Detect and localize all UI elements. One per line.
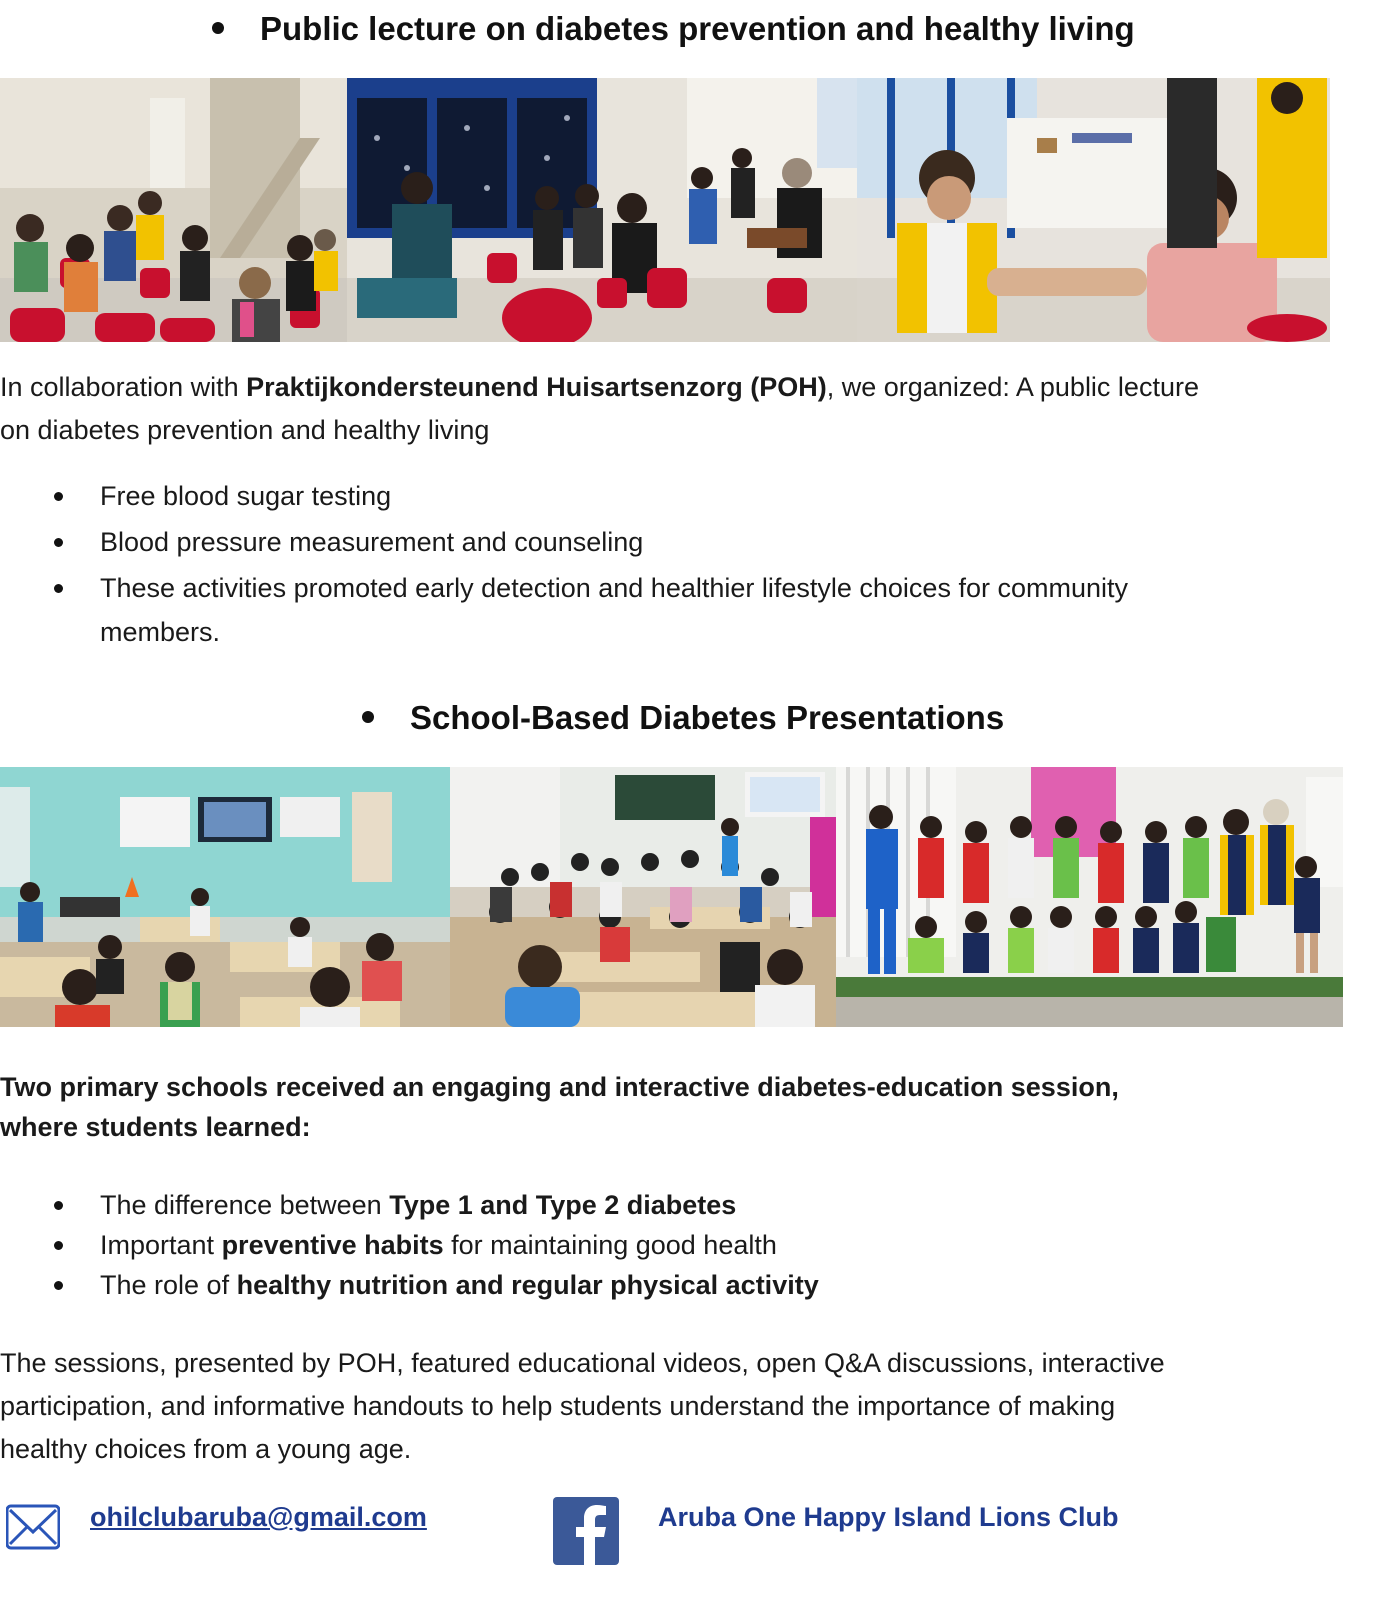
section1-heading: Public lecture on diabetes prevention and healthy living	[212, 9, 1135, 49]
school-photo-strip	[0, 767, 1343, 1027]
list-item: The role of healthy nutrition and regular physical activity	[0, 1265, 819, 1305]
poh-name: Praktijkondersteunend Huisartsenzorg (POH)	[246, 372, 827, 402]
list-item: Blood pressure measurement and counseling	[0, 520, 1128, 564]
lecture-photo-1	[0, 78, 347, 342]
heading-bullet	[212, 22, 224, 34]
lecture-photo-2	[347, 78, 857, 342]
section2-heading: School-Based Diabetes Presentations	[362, 698, 1004, 738]
lecture-photo-3	[857, 78, 1330, 342]
list-item: Important preventive habits for maintaining good health	[0, 1225, 819, 1265]
lecture-intro-line2: on diabetes prevention and healthy living	[0, 415, 490, 445]
school-lead-paragraph: Two primary schools received an engaging and interactive diabetes-education session, where students learned:	[0, 1072, 1119, 1142]
school-photo-1	[0, 767, 450, 1027]
email-link[interactable]: ohilclubaruba@gmail.com	[90, 1502, 427, 1532]
lecture-intro-line1: In collaboration with Praktijkondersteunend Huisartsenzorg (POH), we organized: A public lecture	[0, 372, 1199, 402]
list-item: The difference between Type 1 and Type 2 diabetes	[0, 1185, 819, 1225]
school-photo-2	[450, 767, 836, 1027]
learning-list	[0, 1185, 819, 1305]
facebook-icon[interactable]	[553, 1497, 619, 1565]
school-photo-3	[836, 767, 1343, 1027]
envelope-icon[interactable]	[6, 1500, 60, 1554]
list-item: These activities promoted early detection and healthier lifestyle choices for community members.	[0, 566, 1128, 654]
lecture-intro-paragraph	[0, 366, 1199, 452]
heading-bullet	[362, 711, 374, 723]
school-closing-paragraph: The sessions, presented by POH, featured educational videos, open Q&A discussions, interactive participation, and informative handouts to help students understand the importance of making healthy choices from a young age.	[0, 1348, 1165, 1464]
list-item: Free blood sugar testing	[0, 474, 1128, 518]
lecture-activity-list	[0, 474, 1128, 656]
facebook-page-name[interactable]: Aruba One Happy Island Lions Club	[658, 1502, 1119, 1532]
lecture-photo-strip	[0, 78, 1330, 342]
